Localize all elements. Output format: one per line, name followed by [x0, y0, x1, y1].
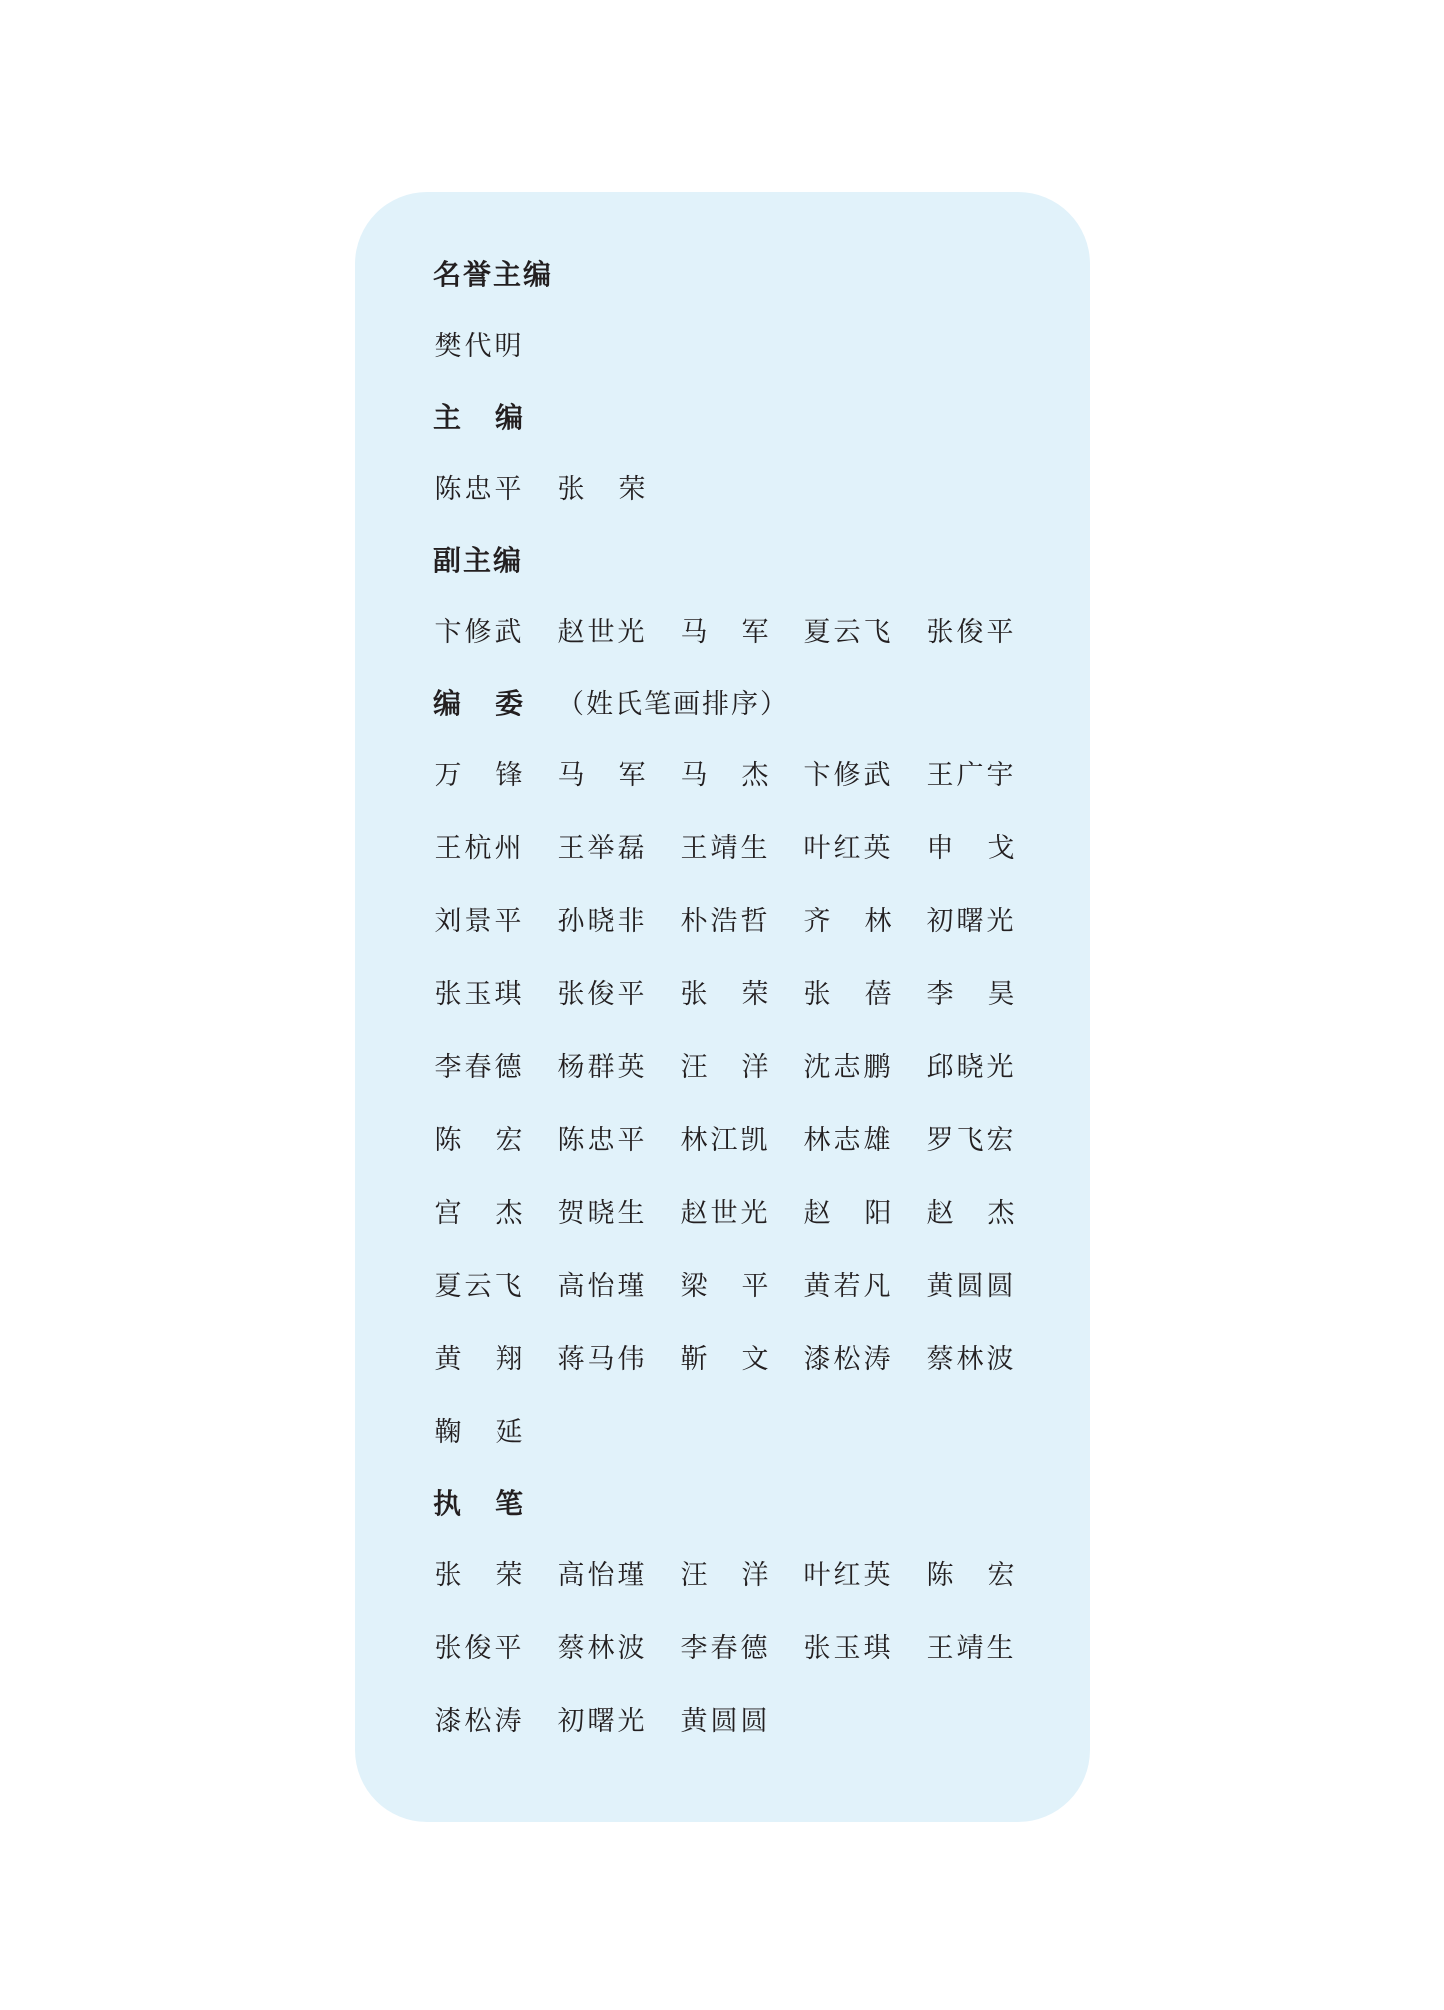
name-char: 高 — [557, 1560, 585, 1591]
name-char: 波 — [986, 1344, 1014, 1375]
name-char: 光 — [986, 1052, 1014, 1083]
name-char: 宇 — [986, 760, 1014, 791]
person-name — [556, 596, 679, 669]
name-row — [433, 596, 1053, 669]
name-char: 武 — [494, 617, 522, 648]
name-char: 延 — [495, 1417, 523, 1448]
name-char: 涛 — [863, 1344, 891, 1375]
credits-card — [355, 192, 1090, 1822]
person-name — [433, 1250, 556, 1323]
name-char: 齐 — [803, 906, 831, 937]
person-name — [925, 1323, 1048, 1396]
name-char: 杭 — [464, 833, 492, 864]
name-char: 军 — [741, 617, 769, 648]
person-name — [925, 1031, 1048, 1104]
name-char: 蔡 — [557, 1633, 585, 1664]
person-name — [433, 885, 556, 958]
person-name — [556, 1685, 679, 1758]
name-char: 马 — [557, 760, 585, 791]
name-char: 赵 — [680, 1198, 708, 1229]
name-char: 黄 — [680, 1706, 708, 1737]
name-char: 俊 — [464, 1633, 492, 1664]
person-name — [679, 1612, 802, 1685]
name-char: 杰 — [987, 1198, 1015, 1229]
person-name — [556, 1539, 679, 1612]
name-char: 张 — [557, 474, 585, 505]
person-name — [802, 958, 925, 1031]
heading-honorary-editor — [433, 240, 1053, 310]
name-char: 罗 — [926, 1125, 954, 1156]
name-char: 平 — [494, 1633, 522, 1664]
person-name — [925, 958, 1048, 1031]
name-char: 陈 — [434, 474, 462, 505]
name-char: 曙 — [587, 1706, 615, 1737]
name-char: 曙 — [956, 906, 984, 937]
name-char: 飞 — [494, 1271, 522, 1302]
name-char: 张 — [926, 617, 954, 648]
name-char: 张 — [434, 1633, 462, 1664]
name-char: 梁 — [680, 1271, 708, 1302]
heading-char: 主 — [433, 401, 464, 434]
person-name — [679, 885, 802, 958]
person-name — [433, 1323, 556, 1396]
name-char: 阳 — [864, 1198, 892, 1229]
name-char: 志 — [833, 1125, 861, 1156]
name-char: 云 — [464, 1271, 492, 1302]
name-char: 平 — [494, 474, 522, 505]
name-char: 忠 — [587, 1125, 615, 1156]
name-char: 雄 — [863, 1125, 891, 1156]
name-char: 世 — [587, 617, 615, 648]
name-char: 武 — [863, 760, 891, 791]
name-char: 光 — [617, 1706, 645, 1737]
person-name — [925, 885, 1048, 958]
person-name — [556, 1177, 679, 1250]
person-name — [802, 596, 925, 669]
person-name — [433, 812, 556, 885]
name-char: 杰 — [741, 760, 769, 791]
name-char: 刘 — [434, 906, 462, 937]
name-char: 张 — [434, 1560, 462, 1591]
person-name — [556, 958, 679, 1031]
person-name — [679, 1685, 802, 1758]
name-char: 黄 — [926, 1271, 954, 1302]
name-row — [433, 1031, 1053, 1104]
name-char: 蓓 — [864, 979, 892, 1010]
name-char: 夏 — [803, 617, 831, 648]
name-char: 蒋 — [557, 1344, 585, 1375]
name-char: 怡 — [587, 1560, 615, 1591]
name-char: 戈 — [987, 833, 1015, 864]
person-name — [925, 1250, 1048, 1323]
name-char: 文 — [741, 1344, 769, 1375]
name-char: 光 — [986, 906, 1014, 937]
name-char: 春 — [710, 1633, 738, 1664]
name-row — [433, 310, 1053, 383]
name-char: 王 — [434, 833, 462, 864]
name-char: 琪 — [863, 1633, 891, 1664]
person-name — [556, 739, 679, 812]
name-char: 群 — [587, 1052, 615, 1083]
name-char: 圆 — [710, 1706, 738, 1737]
name-char: 晓 — [587, 1198, 615, 1229]
name-char: 德 — [494, 1052, 522, 1083]
name-char: 翔 — [495, 1344, 523, 1375]
name-char: 磊 — [617, 833, 645, 864]
name-char: 英 — [617, 1052, 645, 1083]
name-char: 松 — [833, 1344, 861, 1375]
name-char: 靖 — [956, 1633, 984, 1664]
name-char: 张 — [803, 979, 831, 1010]
name-char: 樊 — [434, 331, 462, 362]
name-char: 生 — [740, 833, 768, 864]
name-char: 飞 — [863, 617, 891, 648]
person-name — [925, 1612, 1048, 1685]
name-char: 赵 — [926, 1198, 954, 1229]
names-editor-in-chief — [433, 453, 1053, 526]
person-name — [679, 1323, 802, 1396]
person-name — [433, 1396, 556, 1469]
name-char: 沈 — [803, 1052, 831, 1083]
name-char: 英 — [863, 833, 891, 864]
name-char: 申 — [926, 833, 954, 864]
name-char: 世 — [710, 1198, 738, 1229]
name-char: 德 — [740, 1633, 768, 1664]
name-char: 平 — [494, 906, 522, 937]
heading-editor-in-chief — [433, 383, 1053, 453]
name-char: 红 — [833, 833, 861, 864]
person-name — [556, 1031, 679, 1104]
name-char: 李 — [680, 1633, 708, 1664]
name-char: 忠 — [464, 474, 492, 505]
name-char: 锋 — [495, 760, 523, 791]
name-char: 飞 — [956, 1125, 984, 1156]
name-char: 光 — [740, 1198, 768, 1229]
name-char: 瑾 — [617, 1560, 645, 1591]
name-char: 张 — [557, 979, 585, 1010]
name-char: 州 — [494, 833, 522, 864]
name-char: 景 — [464, 906, 492, 937]
name-row — [433, 812, 1053, 885]
person-name — [802, 885, 925, 958]
person-name — [433, 1539, 556, 1612]
name-char: 孙 — [557, 906, 585, 937]
name-char: 生 — [617, 1198, 645, 1229]
name-char: 志 — [833, 1052, 861, 1083]
name-char: 林 — [956, 1344, 984, 1375]
sort-note: （姓氏笔画排序） — [557, 689, 789, 720]
person-name — [433, 739, 556, 812]
name-row — [433, 1396, 1053, 1469]
person-name — [802, 1323, 925, 1396]
person-name — [556, 1612, 679, 1685]
name-char: 王 — [926, 1633, 954, 1664]
person-name — [802, 812, 925, 885]
name-char: 汪 — [680, 1052, 708, 1083]
person-name — [802, 1031, 925, 1104]
name-char: 林 — [680, 1125, 708, 1156]
name-char: 俊 — [587, 979, 615, 1010]
name-char: 林 — [864, 906, 892, 937]
person-name — [925, 1539, 1048, 1612]
name-row — [433, 1685, 1053, 1758]
name-char: 平 — [617, 979, 645, 1010]
person-name — [802, 1104, 925, 1177]
name-char: 贺 — [557, 1198, 585, 1229]
names-honorary-editor — [433, 310, 1053, 383]
name-char: 马 — [587, 1344, 615, 1375]
name-char: 修 — [464, 617, 492, 648]
person-name — [679, 1250, 802, 1323]
person-name — [925, 812, 1048, 885]
name-row — [433, 958, 1053, 1031]
person-name — [556, 1250, 679, 1323]
name-row — [433, 1323, 1053, 1396]
name-char: 夏 — [434, 1271, 462, 1302]
name-char: 晓 — [956, 1052, 984, 1083]
person-name — [433, 958, 556, 1031]
name-char: 英 — [863, 1560, 891, 1591]
person-name — [556, 1104, 679, 1177]
name-char: 宏 — [495, 1125, 523, 1156]
name-char: 赵 — [803, 1198, 831, 1229]
name-char: 王 — [557, 833, 585, 864]
name-char: 明 — [494, 331, 522, 362]
name-char: 初 — [926, 906, 954, 937]
name-char: 鹏 — [863, 1052, 891, 1083]
name-char: 靖 — [710, 833, 738, 864]
name-char: 平 — [617, 1125, 645, 1156]
name-char: 红 — [833, 1560, 861, 1591]
name-char: 圆 — [740, 1706, 768, 1737]
name-char: 林 — [803, 1125, 831, 1156]
name-char: 江 — [710, 1125, 738, 1156]
person-name — [556, 453, 679, 526]
name-char: 张 — [434, 979, 462, 1010]
person-name — [925, 739, 1048, 812]
name-char: 修 — [833, 760, 861, 791]
name-char: 李 — [434, 1052, 462, 1083]
heading-char: 委 — [495, 687, 526, 720]
person-name — [925, 596, 1048, 669]
person-name — [679, 739, 802, 812]
name-char: 王 — [926, 760, 954, 791]
name-char: 荣 — [618, 474, 646, 505]
person-name — [802, 739, 925, 812]
heading-editorial-board — [433, 669, 1053, 739]
name-char: 举 — [587, 833, 615, 864]
person-name — [556, 885, 679, 958]
name-row — [433, 1104, 1053, 1177]
name-char: 卞 — [803, 760, 831, 791]
name-row — [433, 1539, 1053, 1612]
name-char: 伟 — [617, 1344, 645, 1375]
name-char: 若 — [833, 1271, 861, 1302]
name-char: 荣 — [741, 979, 769, 1010]
credits-content — [433, 240, 1053, 1758]
person-name — [679, 596, 802, 669]
name-char: 漆 — [434, 1706, 462, 1737]
name-char: 玉 — [464, 979, 492, 1010]
name-char: 杰 — [495, 1198, 523, 1229]
person-name — [802, 1177, 925, 1250]
name-char: 松 — [464, 1706, 492, 1737]
name-row — [433, 1250, 1053, 1323]
name-char: 万 — [434, 760, 462, 791]
name-char: 俊 — [956, 617, 984, 648]
person-name — [433, 596, 556, 669]
name-char: 鞠 — [434, 1417, 462, 1448]
name-char: 高 — [557, 1271, 585, 1302]
person-name — [433, 1685, 556, 1758]
name-char: 云 — [833, 617, 861, 648]
name-char: 凯 — [740, 1125, 768, 1156]
name-char: 张 — [680, 979, 708, 1010]
heading-writers — [433, 1469, 1053, 1539]
name-row — [433, 885, 1053, 958]
name-char: 宫 — [434, 1198, 462, 1229]
person-name — [802, 1250, 925, 1323]
name-char: 黄 — [803, 1271, 831, 1302]
name-char: 靳 — [680, 1344, 708, 1375]
name-char: 宏 — [986, 1125, 1014, 1156]
name-char: 杨 — [557, 1052, 585, 1083]
name-char: 李 — [926, 979, 954, 1010]
name-char: 军 — [618, 760, 646, 791]
name-char: 琪 — [494, 979, 522, 1010]
name-char: 荣 — [495, 1560, 523, 1591]
name-char: 叶 — [803, 1560, 831, 1591]
name-char: 宏 — [987, 1560, 1015, 1591]
name-char: 朴 — [680, 906, 708, 937]
name-char: 林 — [587, 1633, 615, 1664]
name-char: 陈 — [926, 1560, 954, 1591]
person-name — [556, 1323, 679, 1396]
name-char: 生 — [986, 1633, 1014, 1664]
name-char: 邱 — [926, 1052, 954, 1083]
names-deputy-editors — [433, 596, 1053, 669]
name-char: 圆 — [986, 1271, 1014, 1302]
person-name — [433, 1031, 556, 1104]
person-name — [433, 310, 556, 383]
heading-honorary-editor-label: 名誉主编 — [433, 258, 554, 291]
name-char: 蔡 — [926, 1344, 954, 1375]
name-char: 怡 — [587, 1271, 615, 1302]
name-char: 陈 — [434, 1125, 462, 1156]
name-char: 圆 — [956, 1271, 984, 1302]
name-char: 玉 — [833, 1633, 861, 1664]
name-char: 浩 — [710, 906, 738, 937]
name-char: 春 — [464, 1052, 492, 1083]
name-char: 平 — [741, 1271, 769, 1302]
name-char: 叶 — [803, 833, 831, 864]
name-char: 汪 — [680, 1560, 708, 1591]
heading-deputy-editors — [433, 526, 1053, 596]
name-char: 张 — [803, 1633, 831, 1664]
name-char: 非 — [617, 906, 645, 937]
heading-char: 笔 — [495, 1487, 526, 1520]
person-name — [679, 1031, 802, 1104]
name-char: 王 — [680, 833, 708, 864]
name-row — [433, 1177, 1053, 1250]
name-char: 哲 — [740, 906, 768, 937]
person-name — [679, 812, 802, 885]
name-char: 晓 — [587, 906, 615, 937]
person-name — [925, 1177, 1048, 1250]
heading-deputy-editors-label: 副主编 — [433, 544, 524, 577]
person-name — [433, 1104, 556, 1177]
person-name — [679, 1104, 802, 1177]
person-name — [556, 812, 679, 885]
person-name — [679, 1539, 802, 1612]
person-name — [433, 1612, 556, 1685]
person-name — [802, 1539, 925, 1612]
name-char: 漆 — [803, 1344, 831, 1375]
heading-char: 编 — [495, 401, 526, 434]
name-char: 涛 — [494, 1706, 522, 1737]
name-char: 洋 — [741, 1560, 769, 1591]
name-row — [433, 739, 1053, 812]
name-char: 卞 — [434, 617, 462, 648]
name-char: 波 — [617, 1633, 645, 1664]
names-writers — [433, 1539, 1053, 1758]
name-char: 洋 — [741, 1052, 769, 1083]
person-name — [925, 1104, 1048, 1177]
name-char: 初 — [557, 1706, 585, 1737]
name-char: 黄 — [434, 1344, 462, 1375]
name-char: 马 — [680, 760, 708, 791]
name-char: 陈 — [557, 1125, 585, 1156]
person-name — [679, 1177, 802, 1250]
names-editorial-board — [433, 739, 1053, 1469]
name-char: 光 — [617, 617, 645, 648]
name-char: 赵 — [557, 617, 585, 648]
person-name — [433, 1177, 556, 1250]
name-char: 广 — [956, 760, 984, 791]
name-char: 代 — [464, 331, 492, 362]
heading-char: 编 — [433, 687, 464, 720]
name-char: 昊 — [987, 979, 1015, 1010]
name-row — [433, 453, 1053, 526]
name-char: 平 — [986, 617, 1014, 648]
person-name — [679, 958, 802, 1031]
name-char: 瑾 — [617, 1271, 645, 1302]
name-char: 马 — [680, 617, 708, 648]
heading-char: 执 — [433, 1487, 464, 1520]
name-char: 凡 — [863, 1271, 891, 1302]
person-name — [433, 453, 556, 526]
name-row — [433, 1612, 1053, 1685]
person-name — [802, 1612, 925, 1685]
